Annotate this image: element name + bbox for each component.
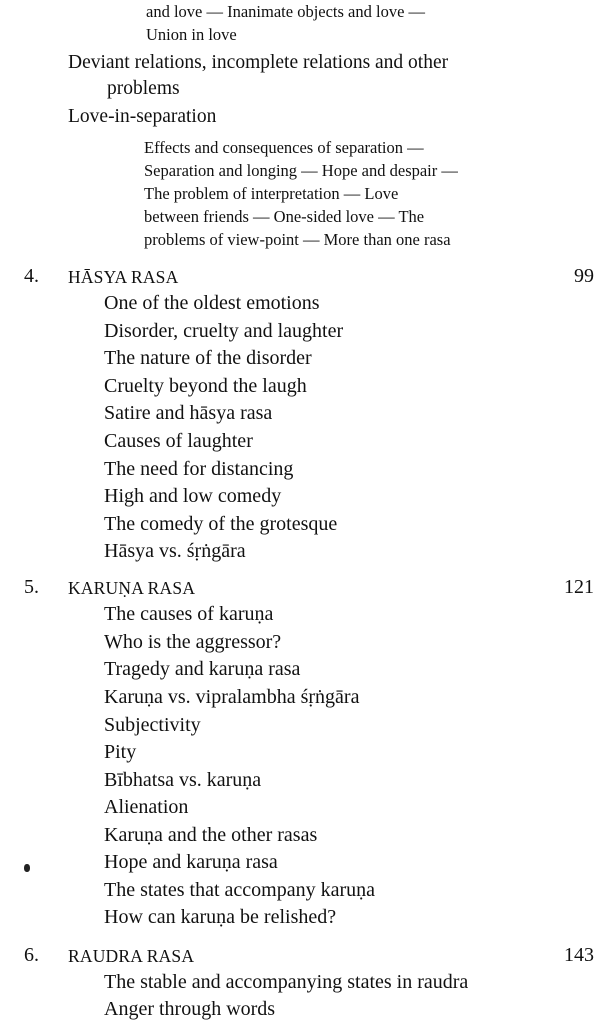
toc-subline: and love — Inanimate objects and love —	[146, 2, 426, 21]
toc-item: Bībhatsa vs. karuṇa	[104, 769, 262, 791]
chapter-page-number: 121	[564, 576, 594, 598]
toc-item: The comedy of the grotesque	[104, 513, 338, 535]
toc-item: Karuṇa vs. vipralambha śṛṅgāra	[104, 686, 360, 708]
toc-item: Who is the aggressor?	[104, 631, 282, 653]
chapter-number: 4.	[24, 265, 39, 287]
toc-item: One of the oldest emotions	[104, 292, 320, 314]
chapter-page-number: 99	[574, 265, 594, 287]
toc-item: The stable and accompanying states in raudra	[104, 971, 469, 993]
toc-subline: The problem of interpretation — Love	[144, 184, 399, 203]
toc-item: Pity	[104, 741, 137, 763]
toc-item: Causes of laughter	[104, 430, 253, 452]
toc-subline: problems of view-point — More than one rasa	[144, 230, 451, 249]
toc-item: Disorder, cruelty and laughter	[104, 320, 344, 342]
toc-item: Cruelty beyond the laugh	[104, 375, 307, 397]
toc-subline: Separation and longing — Hope and despair —	[144, 161, 458, 180]
toc-item: High and low comedy	[104, 485, 282, 507]
toc-item: Tragedy and karuṇa rasa	[104, 658, 301, 680]
toc-item: The causes of karuṇa	[104, 603, 274, 625]
chapter-number: 5.	[24, 576, 39, 598]
toc-subentry: problems	[107, 78, 180, 99]
toc-item: Hope and karuṇa rasa	[104, 851, 278, 873]
toc-item: How can karuṇa be relished?	[104, 906, 337, 928]
toc-subline: Effects and consequences of separation —	[144, 138, 424, 157]
toc-item: The nature of the disorder	[104, 347, 312, 369]
chapter-page-number: 143	[564, 944, 594, 966]
chapter-title: KARUṆA RASA	[68, 578, 196, 598]
toc-item: Subjectivity	[104, 714, 201, 736]
chapter-title: RAUDRA RASA	[68, 946, 195, 966]
toc-item: Satire and hāsya rasa	[104, 402, 273, 424]
toc-item: Anger through words	[104, 998, 276, 1020]
toc-item: Alienation	[104, 796, 189, 818]
chapter-title: HĀSYA RASA	[68, 267, 179, 287]
toc-subline: Union in love	[146, 25, 237, 44]
toc-subline: between friends — One-sided love — The	[144, 207, 425, 226]
chapter-number: 6.	[24, 944, 39, 966]
toc-subentry: Love-in-separation	[68, 106, 217, 127]
toc-subentry: Deviant relations, incomplete relations and other	[68, 52, 449, 73]
toc-item: The need for distancing	[104, 458, 294, 480]
toc-item: Karuṇa and the other rasas	[104, 824, 318, 846]
ink-speck	[24, 864, 30, 872]
toc-item: The states that accompany karuṇa	[104, 879, 375, 901]
toc-item: Hāsya vs. śṛṅgāra	[104, 540, 246, 562]
